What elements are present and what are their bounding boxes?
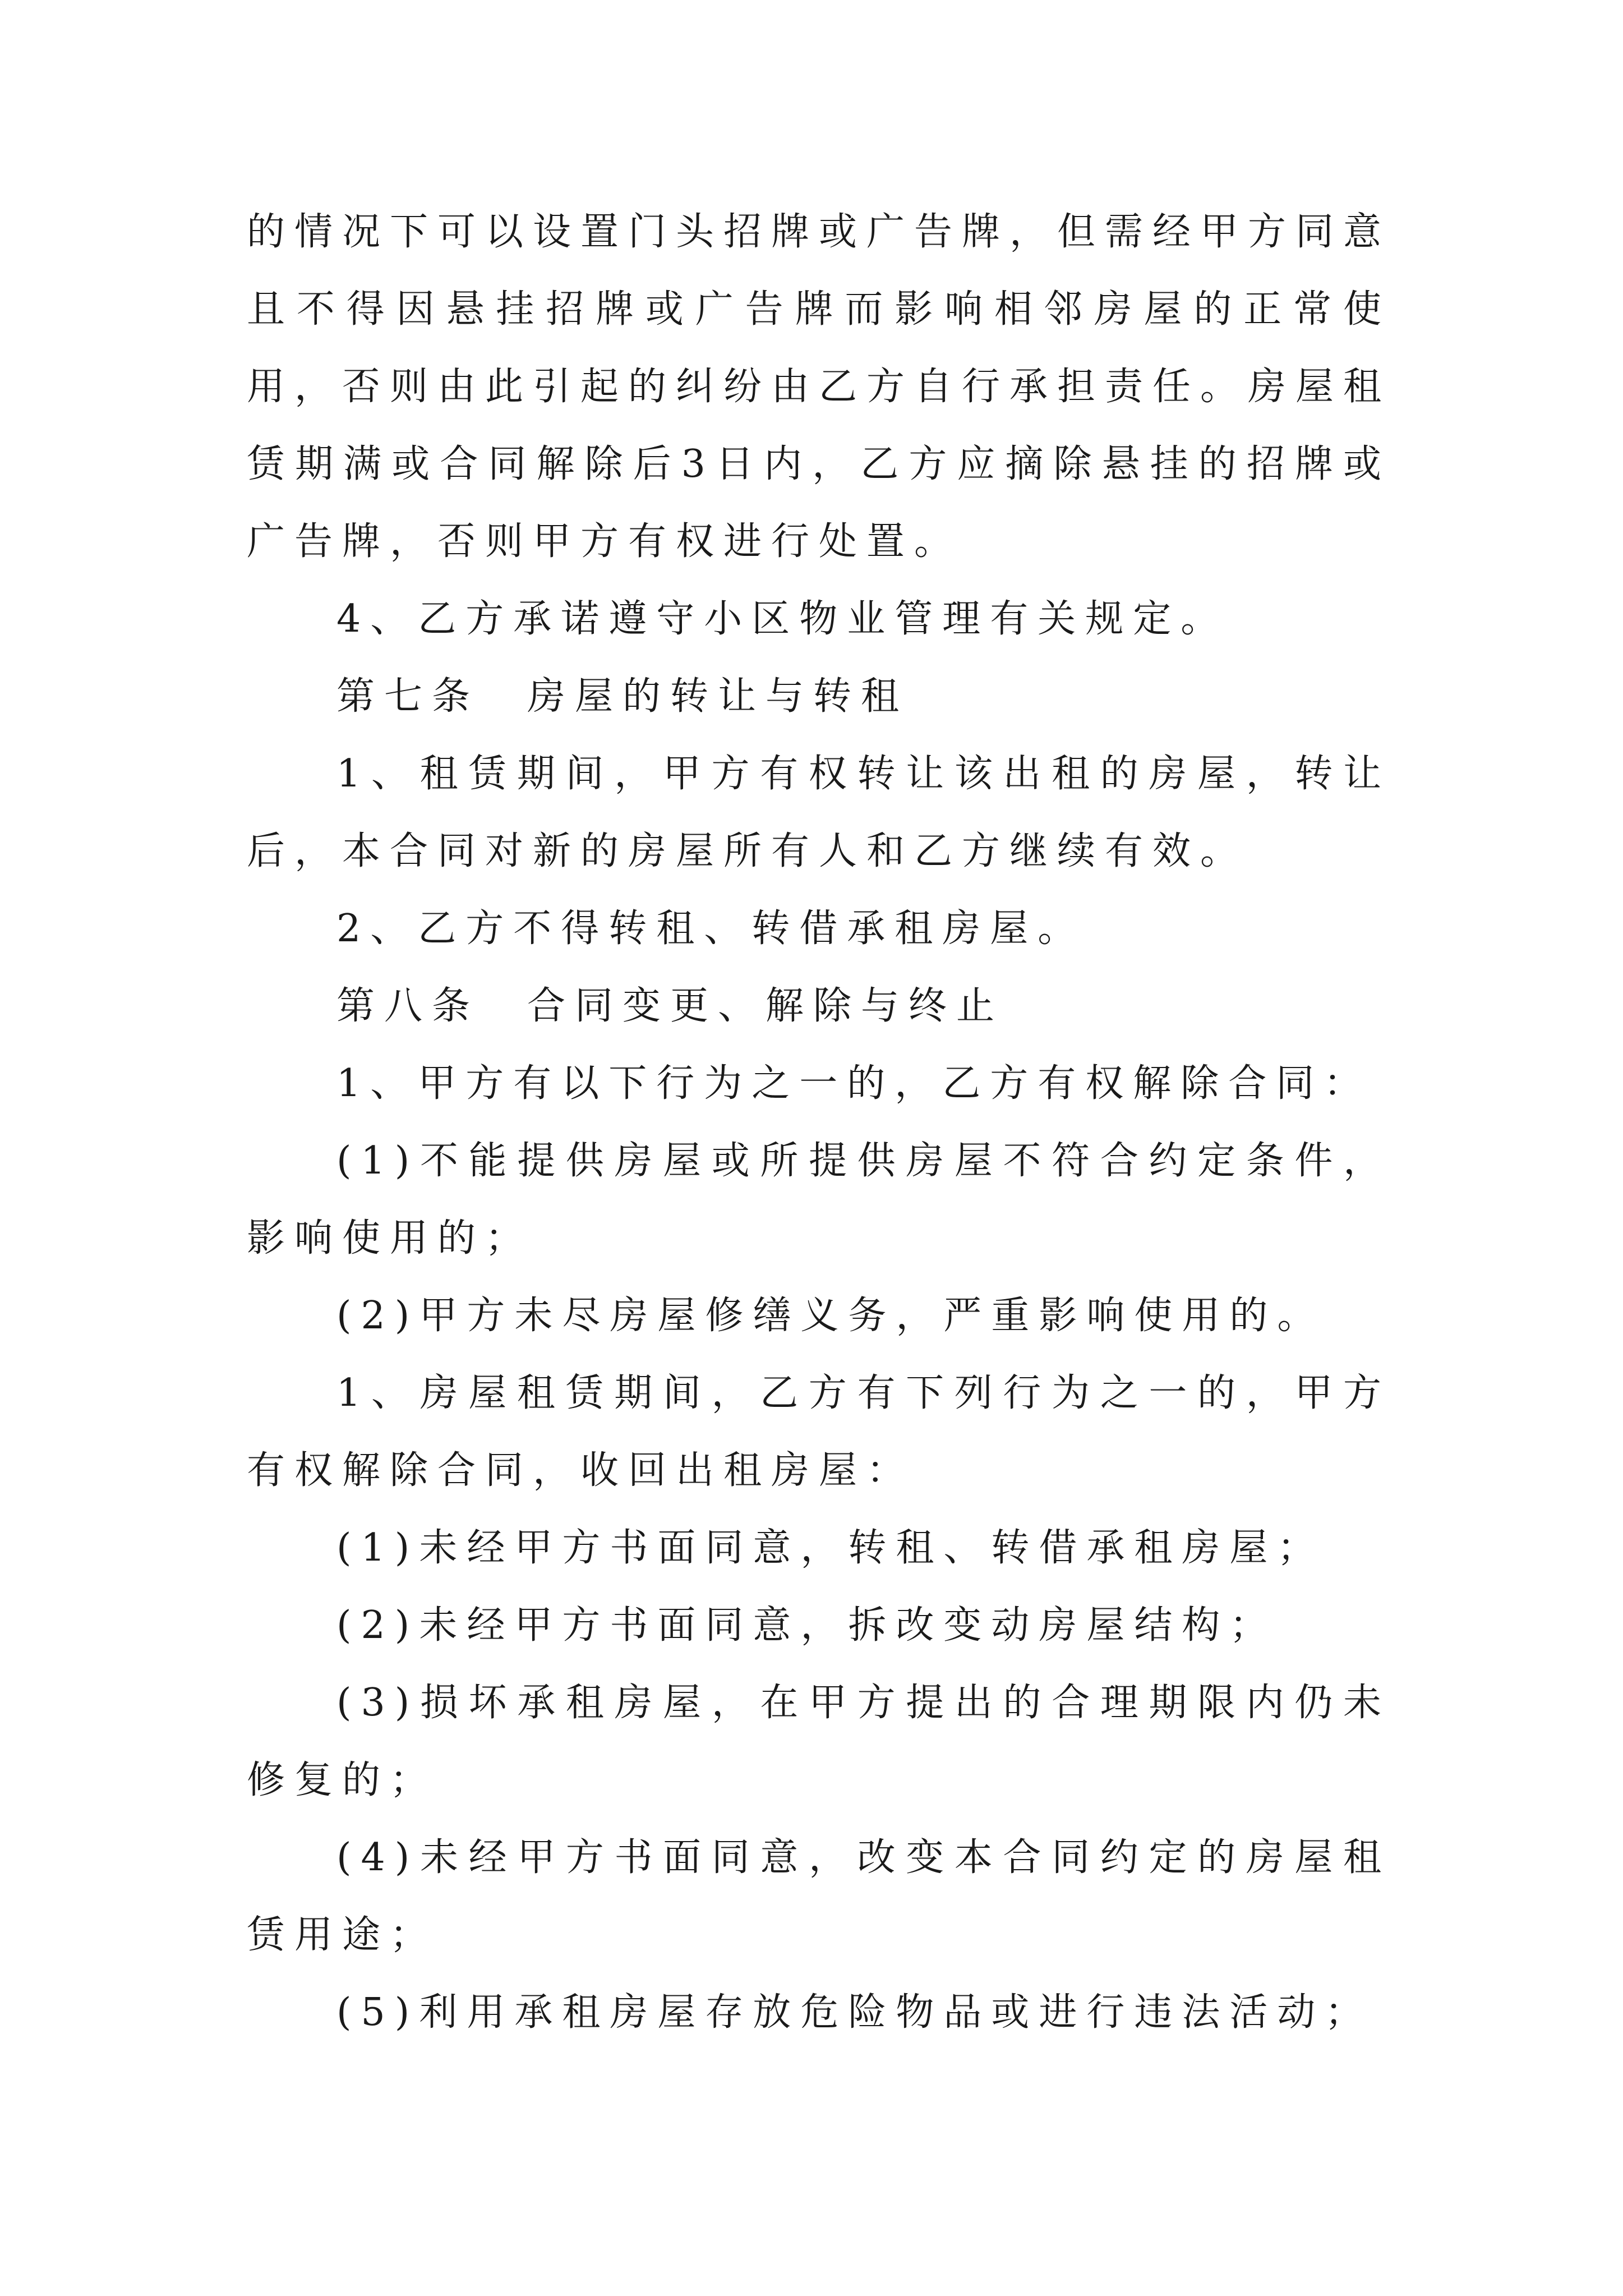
list-item-landlord-2: (2)未经甲方书面同意，拆改变动房屋结构； [336,1603,1278,1648]
paragraph-tenant-termination: 1、甲方有以下行为之一的，乙方有权解除合同： [336,1061,1372,1106]
paragraph-transfer-right: 1、租赁期间，甲方有权转让该出租的房屋，转让后，本合同对新的房屋所有人和乙方继续有效。 [247,752,1391,873]
paragraph-landlord-termination: 1、房屋租赁期间，乙方有下列行为之一的，甲方有权解除合同，收回出租房屋： [247,1371,1391,1493]
list-item-tenant-2: (2)甲方未尽房屋修缮义务，严重影响使用的。 [336,1294,1325,1338]
list-item-tenant-1: (1)不能提供房屋或所提供房屋不符合约定条件，影响使用的； [247,1139,1391,1260]
article-8-heading: 第八条 合同变更、解除与终止 [336,984,1004,1028]
list-item-landlord-1: (1)未经甲方书面同意，转租、转借承租房屋； [336,1526,1325,1570]
article-7-heading: 第七条 房屋的转让与转租 [336,674,909,719]
list-item-landlord-3: (3)损坏承租房屋，在甲方提出的合理期限内仍未修复的； [247,1681,1391,1802]
paragraph-signboard-clause: 的情况下可以设置门头招牌或广告牌，但需经甲方同意且不得因悬挂招牌或广告牌而影响相邻房屋的正常使用，否则由此引起的纠纷由乙方自行承担责任。房屋租赁期满或合同解除后3日内，乙方应摘除悬挂的招牌或广告牌，否则甲方有权进行处置。 [247,210,1391,564]
paragraph-no-sublet: 2、乙方不得转租、转借承租房屋。 [336,907,1086,951]
contract-body [247,194,1391,2051]
list-item-landlord-4: (4)未经甲方书面同意，改变本合同约定的房屋租赁用途； [247,1835,1391,1957]
list-item-landlord-5: (5)利用承租房屋存放危险物品或进行违法活动； [336,1990,1373,2035]
paragraph-property-rules: 4、乙方承诺遵守小区物业管理有关规定。 [336,597,1229,641]
